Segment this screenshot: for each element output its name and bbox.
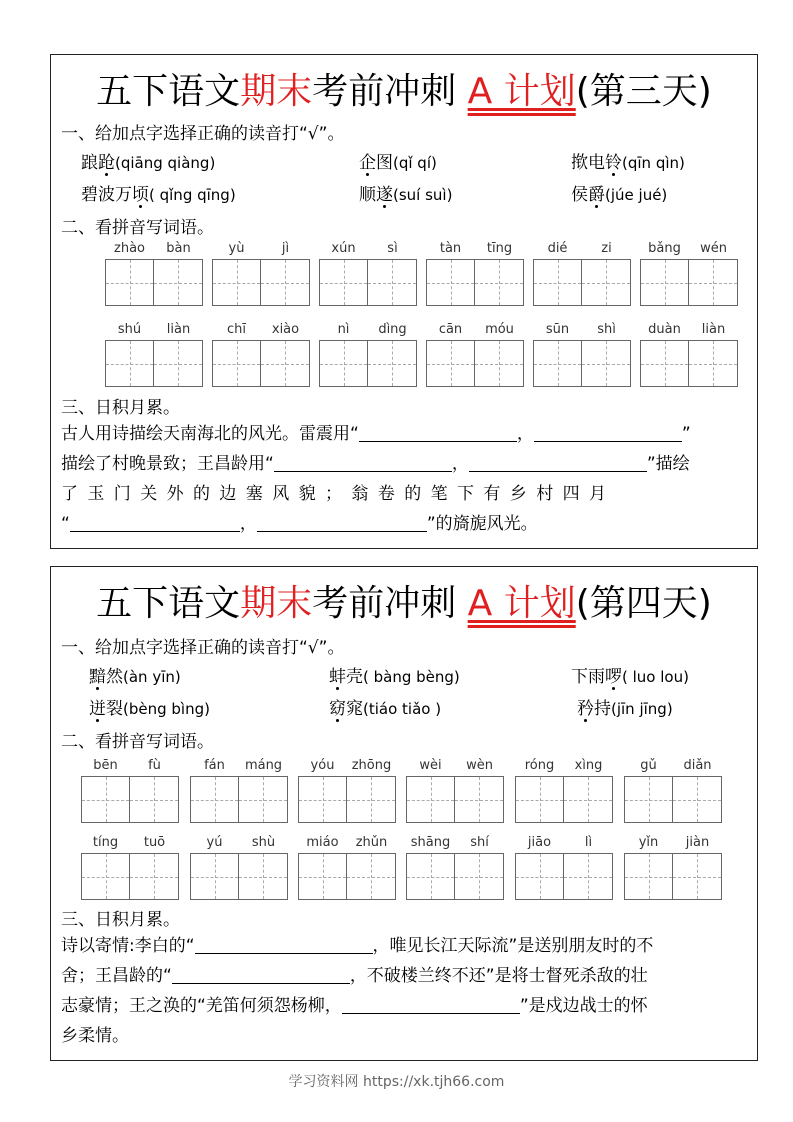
worksheet-day3 xyxy=(50,54,758,549)
pinyin-label: yú shù xyxy=(206,835,276,850)
writing-box[interactable] xyxy=(298,776,347,823)
blank-field[interactable] xyxy=(359,422,517,442)
blank-field[interactable] xyxy=(342,994,520,1014)
writing-box[interactable] xyxy=(406,776,455,823)
writing-box[interactable] xyxy=(212,259,261,306)
section-2-heading: 二、看拼音写词语。 xyxy=(61,732,214,752)
writing-box[interactable] xyxy=(426,340,475,387)
pinyin-label: tàn tīng xyxy=(439,241,513,256)
writing-box[interactable] xyxy=(533,259,582,306)
writing-box[interactable] xyxy=(239,853,288,900)
section-3-heading: 三、日积月累。 xyxy=(61,398,180,418)
writing-box[interactable] xyxy=(673,776,722,823)
writing-box[interactable] xyxy=(105,259,154,306)
pronunciation-item[interactable]: 踉跄(qiāng qiàng) xyxy=(81,153,216,173)
pinyin-label: xún sì xyxy=(331,241,398,256)
blank-field[interactable] xyxy=(195,934,373,954)
title-plan: A 计划 xyxy=(467,71,576,112)
writing-box[interactable] xyxy=(190,776,239,823)
section-3-heading: 三、日积月累。 xyxy=(61,910,180,930)
writing-box[interactable] xyxy=(673,853,722,900)
writing-box[interactable] xyxy=(640,340,689,387)
title-plan: A 计划 xyxy=(467,583,576,624)
pronunciation-item[interactable]: 窈窕(tiáo tiǎo ) xyxy=(329,699,442,719)
writing-box[interactable] xyxy=(455,776,504,823)
writing-box[interactable] xyxy=(533,340,582,387)
pinyin-label: yǐn jiàn xyxy=(638,835,710,850)
blank-field[interactable] xyxy=(274,452,452,472)
writing-box[interactable] xyxy=(154,259,203,306)
writing-box[interactable] xyxy=(261,259,310,306)
pinyin-label: tíng tuō xyxy=(92,835,166,850)
section-1-heading: 一、给加点字选择正确的读音打“√”。 xyxy=(61,638,345,658)
blank-field[interactable] xyxy=(70,512,240,532)
pronunciation-item[interactable]: 侯爵(júe jué) xyxy=(571,185,668,205)
writing-box[interactable] xyxy=(130,776,179,823)
writing-box[interactable] xyxy=(475,340,524,387)
pinyin-label: gǔ diǎn xyxy=(640,758,712,773)
title-highlight: 期末 xyxy=(240,583,313,624)
writing-box[interactable] xyxy=(130,853,179,900)
pinyin-label: miáo zhǔn xyxy=(306,835,388,850)
writing-box[interactable] xyxy=(564,776,613,823)
pinyin-label: zhào bàn xyxy=(114,241,191,256)
pinyin-label: fán máng xyxy=(204,758,283,773)
pronunciation-item[interactable]: 下雨啰( luo lou) xyxy=(571,667,689,687)
pinyin-label: nì dìng xyxy=(337,322,407,337)
writing-box[interactable] xyxy=(190,853,239,900)
section-2-heading: 二、看拼音写词语。 xyxy=(61,218,214,238)
writing-box[interactable] xyxy=(105,340,154,387)
section-1-heading: 一、给加点字选择正确的读音打“√”。 xyxy=(61,124,345,144)
pinyin-label: yóu zhōng xyxy=(310,758,392,773)
writing-box[interactable] xyxy=(347,853,396,900)
writing-box[interactable] xyxy=(368,340,417,387)
writing-box[interactable] xyxy=(515,853,564,900)
writing-box[interactable] xyxy=(239,776,288,823)
writing-box[interactable] xyxy=(455,853,504,900)
pinyin-label: duàn liàn xyxy=(648,322,726,337)
writing-box[interactable] xyxy=(81,776,130,823)
writing-box[interactable] xyxy=(582,340,631,387)
writing-box[interactable] xyxy=(564,853,613,900)
writing-box[interactable] xyxy=(406,853,455,900)
title-highlight: 期末 xyxy=(240,71,313,112)
writing-box[interactable] xyxy=(298,853,347,900)
pronunciation-item[interactable]: 矜持(jīn jīng) xyxy=(577,699,673,719)
writing-box[interactable] xyxy=(624,776,673,823)
pinyin-label: chī xiào xyxy=(227,322,300,337)
writing-box[interactable] xyxy=(368,259,417,306)
pinyin-label: sūn shì xyxy=(545,322,616,337)
fill-in-paragraph: 诗以寄情:李白的“ ，唯见长江天际流”是送别朋友时的不 舍；王昌龄的“ ，不破楼兰终不还”是将士督死杀敌的壮 志豪情；王之涣的“羌笛何须怨杨柳， ”是戍边战士的怀 乡柔情。 xyxy=(61,936,654,1046)
pronunciation-item[interactable]: 顺遂(suí suì) xyxy=(359,185,453,205)
writing-box[interactable] xyxy=(426,259,475,306)
pinyin-label: róng xìng xyxy=(524,758,603,773)
writing-box[interactable] xyxy=(81,853,130,900)
writing-box[interactable] xyxy=(640,259,689,306)
writing-box[interactable] xyxy=(624,853,673,900)
writing-box[interactable] xyxy=(319,259,368,306)
pinyin-label: jiāo lì xyxy=(527,835,593,850)
writing-box[interactable] xyxy=(347,776,396,823)
pinyin-label: yù jì xyxy=(228,241,290,256)
pinyin-label: wèi wèn xyxy=(419,758,493,773)
writing-box[interactable] xyxy=(154,340,203,387)
pinyin-label: shú liàn xyxy=(117,322,191,337)
writing-box[interactable] xyxy=(515,776,564,823)
writing-box[interactable] xyxy=(319,340,368,387)
blank-field[interactable] xyxy=(534,422,682,442)
pronunciation-item[interactable]: 揿电铃(qīn qìn) xyxy=(571,153,685,173)
writing-box[interactable] xyxy=(689,340,738,387)
pinyin-label: shāng shí xyxy=(410,835,489,850)
page-title: 五下语文期末考前冲刺 A 计划(第四天) xyxy=(96,583,712,624)
pinyin-label: cān móu xyxy=(438,322,514,337)
page-title: 五下语文期末考前冲刺 A 计划(第三天) xyxy=(96,71,712,112)
blank-field[interactable] xyxy=(257,512,427,532)
writing-box[interactable] xyxy=(689,259,738,306)
pronunciation-item[interactable]: 碧波万顷( qǐng qīng) xyxy=(81,185,236,205)
writing-box[interactable] xyxy=(212,340,261,387)
writing-box[interactable] xyxy=(475,259,524,306)
pronunciation-item[interactable]: 黯然(àn yīn) xyxy=(89,667,181,687)
blank-field[interactable] xyxy=(469,452,647,472)
blank-field[interactable] xyxy=(172,964,350,984)
pronunciation-item[interactable]: 迸裂(bèng bìng) xyxy=(89,699,210,719)
writing-box[interactable] xyxy=(582,259,631,306)
fill-in-paragraph: 古人用诗描绘天南海北的风光。雷震用“ ， ” 描绘了村晚景致；王昌龄用“ ， ”描绘 了玉门关外的边塞风貌；翁卷的笔下有乡村四月 “ ， ”的旖旎风光。 xyxy=(61,424,691,534)
worksheet-day4 xyxy=(50,566,758,1061)
pronunciation-item[interactable]: 企图(qǐ qí) xyxy=(359,153,437,173)
pinyin-label: bēn fù xyxy=(93,758,161,773)
pinyin-label: bǎng wén xyxy=(648,241,727,256)
pronunciation-item[interactable]: 蚌壳( bàng bèng) xyxy=(329,667,460,687)
pinyin-label: dié zi xyxy=(547,241,612,256)
site-footer: 学习资料网 https://xk.tjh66.com xyxy=(288,1074,505,1090)
writing-box[interactable] xyxy=(261,340,310,387)
